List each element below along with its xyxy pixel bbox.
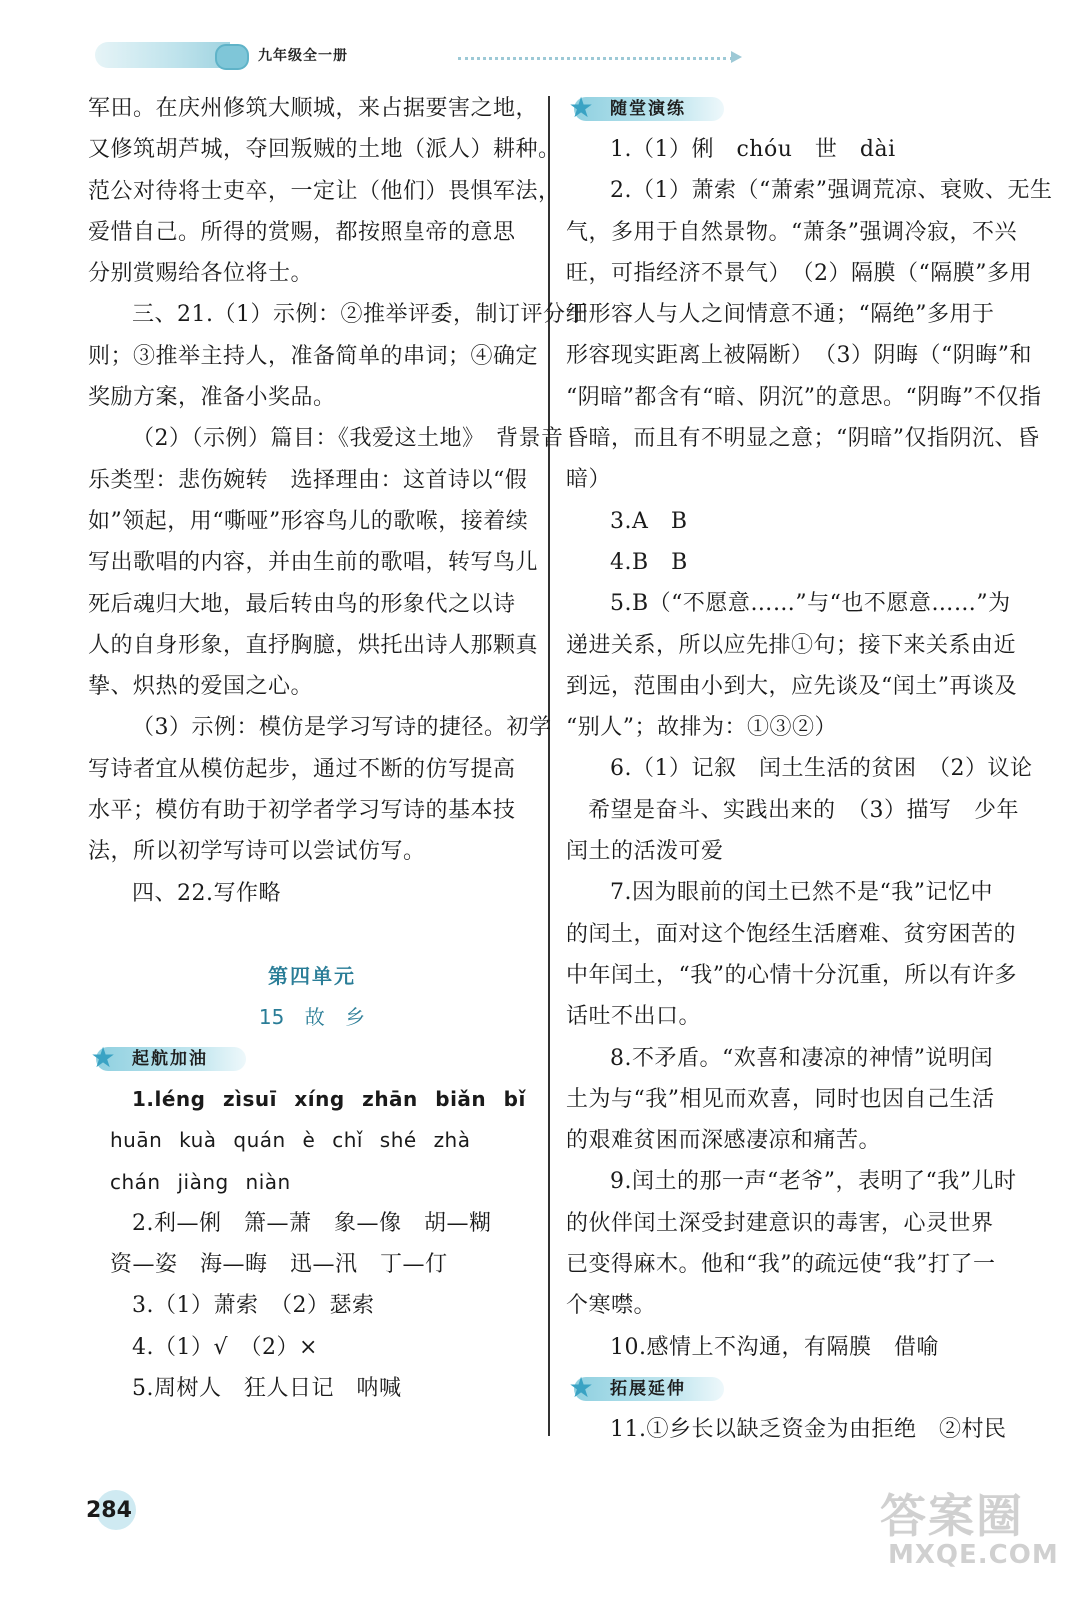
text-line: 分别赏赐给各位将士。 xyxy=(88,261,314,287)
answer-line: 的艰难贫困而深感凄凉和痛苦。 xyxy=(566,1128,882,1154)
right-column xyxy=(566,88,1053,1450)
answer-line: 闰土的活泼可爱 xyxy=(566,839,724,865)
page-header xyxy=(0,0,1081,90)
answer-21-2-line: 死后魂归大地，最后转由鸟的形象代之以诗 xyxy=(88,591,516,617)
answer-line: 暗） xyxy=(566,467,612,493)
answer-21-3-line: （3）示例：模仿是学习写诗的捷径。初学 xyxy=(132,715,552,741)
header-decor-band xyxy=(95,42,230,68)
page-number: 284 xyxy=(86,1498,132,1523)
answer-line: 5.周树人 狂人日记 呐喊 xyxy=(132,1376,402,1402)
answer-21-line: 三、21.（1）示例：②推举评委，制订评分细 xyxy=(132,302,588,328)
answer-21-2-line: 挚、炽热的爱国之心。 xyxy=(88,674,314,700)
answer-line: 土为与“我”相见而欢喜，同时也因自己生活 xyxy=(566,1086,995,1112)
header-arrow-icon xyxy=(731,51,742,63)
answer-line: 11.①乡长以缺乏资金为由拒绝 ②村民 xyxy=(610,1416,1007,1442)
section-label: 随堂演练 xyxy=(610,99,686,119)
answer-line: 话吐不出口。 xyxy=(566,1004,702,1030)
answer-line: 气，多用于自然景物。“萧条”强调冷寂，不兴 xyxy=(566,219,1017,245)
answer-line: 10.感情上不沟通，有隔膜 借喻 xyxy=(610,1334,939,1360)
answer-line: 7.因为眼前的闰土已然不是“我”记忆中 xyxy=(610,880,993,906)
star-icon: ★ xyxy=(568,91,594,124)
answer-line: 资—姿 海—晦 迅—汛 丁—仃 xyxy=(110,1252,448,1278)
answer-line: 4.（1）√ （2）× xyxy=(132,1334,318,1360)
answer-21-2-line: 乐类型：悲伤婉转 选择理由：这首诗以“假 xyxy=(88,467,528,493)
answer-line: 2.利—俐 箫—萧 象—像 胡—糊 xyxy=(132,1210,492,1236)
section-label: 拓展延伸 xyxy=(610,1378,686,1399)
answer-line: 昏暗，而且有不明显之意；“阴暗”仅指阴沉、昏 xyxy=(566,426,1040,452)
answer-21-2-line: 如”领起，用“嘶哑”形容鸟儿的歌喉，接着续 xyxy=(88,508,529,534)
section-header-qihang xyxy=(88,1041,248,1075)
answer-line: 已变得麻木。他和“我”的疏远使“我”打了一 xyxy=(566,1252,996,1278)
header-dotted-line xyxy=(458,57,733,60)
left-column xyxy=(88,88,588,1409)
text-line: 又修筑胡芦城，夺回叛贼的土地（派人）耕种。 xyxy=(88,137,561,163)
answer-21-2-line: 写出歌唱的内容，并由生前的歌唱，转写鸟儿 xyxy=(88,550,539,576)
watermark-text: 答案圈 xyxy=(880,1489,1024,1543)
answer-line: “阴暗”都含有“暗、阴沉”的意思。“阴晦”不仅指 xyxy=(566,384,1042,410)
answer-line: 形容现实距离上被隔断） （3）阴晦（“阴晦”和 xyxy=(566,343,1032,369)
answer-line: 2.（1）萧索（“萧索”强调荒凉、衰败、无生 xyxy=(610,178,1053,204)
answer-line: 1.（1）俐 chóu 世 dài xyxy=(610,137,896,162)
pinyin-line: chán jiàng niàn xyxy=(110,1169,291,1194)
answer-line: 8.不矛盾。“欢喜和凄凉的神情”说明闰 xyxy=(610,1045,993,1071)
text-line: 范公对待将士吏卒，一定让（他们）畏惧军法， xyxy=(88,178,561,204)
answer-line: 的闰土，面对这个饱经生活磨难、贫穷困苦的 xyxy=(566,921,1017,947)
answer-line: 5.B（“不愿意……”与“也不愿意……”为 xyxy=(610,591,1011,617)
lesson-title: 15 故 乡 xyxy=(258,1004,366,1029)
answer-21-2-line: （2）（示例）篇目：《我爱这土地》 背景音 xyxy=(132,426,564,452)
text-line: 爱惜自己。所得的赏赐，都按照皇帝的意思 xyxy=(88,219,516,245)
header-title: 九年级全一册 xyxy=(258,48,348,64)
answer-line: 希望是奋斗、实践出来的 （3）描写 少年 xyxy=(588,797,1019,823)
answer-line: 中年闰土，“我”的心情十分沉重，所以有许多 xyxy=(566,962,1017,988)
watermark-url: MXQE.COM xyxy=(888,1540,1059,1570)
star-icon: ★ xyxy=(568,1370,594,1404)
section-label: 起航加油 xyxy=(132,1048,208,1069)
answer-line: 9.闰土的那一声“老爷”，表明了“我”儿时 xyxy=(610,1169,1017,1195)
header-emblem-icon xyxy=(215,44,249,70)
pinyin-line: 1.léng zìsuī xíng zhān biǎn bǐ xyxy=(132,1086,526,1111)
text-line: 军田。在庆州修筑大顺城，来占据要害之地， xyxy=(88,96,539,121)
answer-21-3-line: 法，所以初学写诗可以尝试仿写。 xyxy=(88,839,426,865)
answer-line: 旺，可指经济不景气） （2）隔膜（“隔膜”多用 xyxy=(566,260,1032,286)
answer-line: 到远，范围由小到大，应先谈及“闰土”再谈及 xyxy=(566,673,1017,699)
answer-line: 4.B B xyxy=(610,549,688,575)
answer-21-line: 奖励方案，准备小奖品。 xyxy=(88,385,336,411)
answer-line: “别人”；故排为：①③②） xyxy=(566,715,837,741)
unit-title: 第四单元 xyxy=(268,963,356,988)
answer-line: 3.（1）萧索 （2）瑟索 xyxy=(132,1293,375,1319)
answer-21-3-line: 水平；模仿有助于初学者学习写诗的基本技 xyxy=(88,798,516,824)
answer-line: 递进关系，所以应先排①句；接下来关系由近 xyxy=(566,632,1017,658)
section-header-tuozhan xyxy=(566,1371,726,1405)
answer-line: 的伙伴闰土深受封建意识的毒害，心灵世界 xyxy=(566,1210,994,1236)
answer-21-2-line: 人的自身形象，直抒胸臆，烘托出诗人那颗真 xyxy=(88,632,539,658)
section-header-suitang xyxy=(566,91,726,125)
answer-line: 6.（1）记叙 闰土生活的贫困 （2）议论 xyxy=(610,756,1033,782)
answer-line: 个寒噤。 xyxy=(566,1293,657,1319)
answer-21-line: 则；③推举主持人，准备简单的串词；④确定 xyxy=(88,343,539,369)
answer-21-3-line: 写诗者宜从模仿起步，通过不断的仿写提高 xyxy=(88,756,516,782)
answer-line: 3.A B xyxy=(610,508,688,534)
star-icon: ★ xyxy=(90,1040,116,1074)
answer-22: 四、22.写作略 xyxy=(132,880,281,906)
pinyin-line: huān kuà quán è chǐ shé zhà xyxy=(110,1128,471,1153)
answer-line: 于形容人与人之间情意不通；“隔绝”多用于 xyxy=(566,302,995,328)
